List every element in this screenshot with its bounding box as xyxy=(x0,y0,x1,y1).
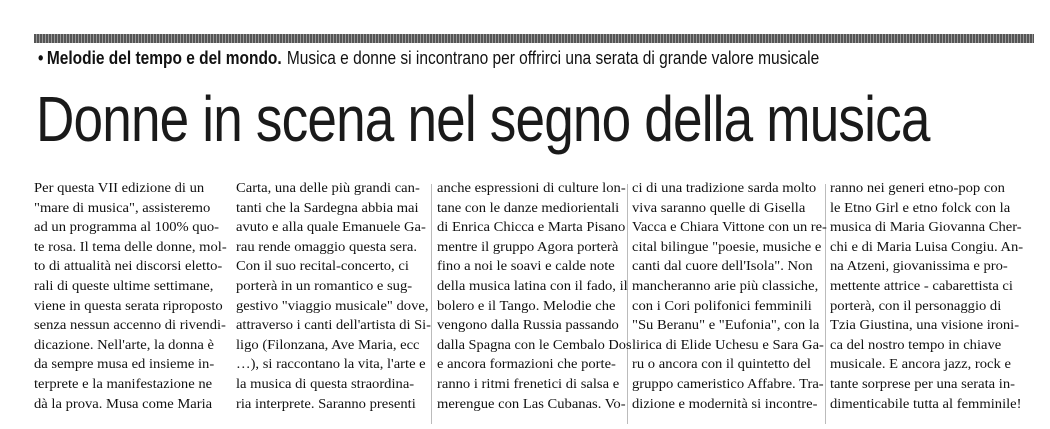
text-line: e ancora formazioni che porte- xyxy=(437,356,616,372)
text-line: ru o ancora con il quintetto del xyxy=(632,356,811,372)
text-line: anche espressioni di culture lon- xyxy=(437,180,626,195)
text-line: Con il suo recital-concerto, ci xyxy=(236,258,409,274)
text-line: Per questa VII edizione di un xyxy=(34,180,205,195)
text-line: mettente attrice - cabarettista ci xyxy=(830,277,1013,293)
text-line: viene in questa serata riproposto xyxy=(34,297,223,313)
headline: Donne in scena nel segno della musica xyxy=(36,83,930,155)
text-line: Tzia Giustina, una visione ironi- xyxy=(830,317,1020,333)
text-line: te rosa. Il tema delle donne, mol- xyxy=(34,238,227,254)
text-line: bolero e il Tango. Melodie che xyxy=(437,297,616,313)
text-line: attraverso i canti dell'artista di Si- xyxy=(236,317,431,333)
text-line: chi e di Maria Luisa Congiu. An- xyxy=(830,238,1024,254)
text-line: della musica latina con il fado, il xyxy=(437,277,628,293)
text-line: dimenticabile tutta al femminile! xyxy=(830,395,1022,411)
article-column-2 xyxy=(236,178,431,413)
text-line: "Su Beranu" e "Eufonia", con la xyxy=(632,317,820,333)
article-column-4 xyxy=(632,178,827,413)
article-body xyxy=(0,178,1050,428)
text-line: dà la prova. Musa come Maria xyxy=(34,395,213,411)
text-line: ci di una tradizione sarda molto xyxy=(632,180,817,195)
text-line: di Enrica Chicca e Marta Pisano xyxy=(437,219,626,235)
text-line: vengono dalla Russia passando xyxy=(437,317,619,333)
text-line: Vacca e Chiara Vittone con un re- xyxy=(632,219,827,235)
kicker-bold-text: Melodie del tempo e del mondo. xyxy=(46,48,282,68)
text-line: fino a noi le soavi e calde note xyxy=(437,258,615,274)
text-line: da sempre musa ed insieme in- xyxy=(34,356,215,372)
kicker-subtitle: Musica e donne si incontrano per offrirci una serata di grande valore musicale xyxy=(286,48,820,68)
text-line: senza nessun accenno di rivendi- xyxy=(34,317,226,333)
text-line: le Etno Girl e etno folck con la xyxy=(830,199,1011,215)
top-rule xyxy=(34,34,1034,43)
text-line: rali di queste ultime settimane, xyxy=(34,277,214,293)
text-line: mentre il gruppo Agora porterà xyxy=(437,238,619,254)
text-line: mancheranno arie più classiche, xyxy=(632,277,819,293)
text-line: viva saranno quelle di Gisella xyxy=(632,199,806,215)
text-line: dalla Spagna con le Cembalo Dos xyxy=(437,336,632,352)
text-line: Carta, una delle più grandi can- xyxy=(236,180,420,195)
text-line: tanti che la Sardegna abbia mai xyxy=(236,199,419,215)
text-line: na Atzeni, giovanissima e pro- xyxy=(830,258,1008,274)
text-line: gruppo cameristico Affabre. Tra- xyxy=(632,375,824,391)
text-line: tane con le danze mediorientali xyxy=(437,199,620,215)
text-line: …), si raccontano la vita, l'arte e xyxy=(236,356,426,372)
text-line: canti dal cuore dell'Isola". Non xyxy=(632,258,813,274)
text-line: merengue con Las Cubanas. Vo- xyxy=(437,395,626,411)
article-column-3 xyxy=(437,178,632,413)
text-line: porterà, con il personaggio di xyxy=(830,297,1002,313)
text-line: ranno nei generi etno-pop con xyxy=(830,180,1005,195)
text-line: ca del nostro tempo in chiave xyxy=(830,336,1002,352)
text-line: musicale. E ancora jazz, rock e xyxy=(830,356,1011,372)
text-line: tante sorprese per una serata in- xyxy=(830,375,1016,391)
article-column-5 xyxy=(830,178,1025,413)
text-line: ria interprete. Saranno presenti xyxy=(236,395,416,411)
text-line: to di attualità nei discorsi eletto- xyxy=(34,258,223,274)
text-line: musica di Maria Giovanna Cher- xyxy=(830,219,1022,235)
text-line: ligo (Filonzana, Ave Maria, ecc xyxy=(236,336,420,352)
text-line: dizione e modernità si incontre- xyxy=(632,395,818,411)
text-line: ranno i ritmi frenetici di salsa e xyxy=(437,375,620,391)
kicker-bullet: • xyxy=(38,48,44,68)
text-line: dicazione. Nell'arte, la donna è xyxy=(34,336,214,352)
text-line: avuto e alla quale Emanuele Ga- xyxy=(236,219,426,235)
text-line: cital bilingue "poesie, musiche e xyxy=(632,238,822,254)
text-line: la musica di questa straordina- xyxy=(236,375,415,391)
text-line: terprete e la manifestazione ne xyxy=(34,375,213,391)
text-line: porterà in un romantico e sug- xyxy=(236,277,413,293)
kicker-line xyxy=(38,45,898,71)
text-line: lirica di Elide Uchesu e Sara Ga- xyxy=(632,336,824,352)
text-line: gestivo "viaggio musicale" dove, xyxy=(236,297,429,313)
text-line: rau rende omaggio questa sera. xyxy=(236,238,417,254)
text-line: con i Cori polifonici femminili xyxy=(632,297,812,313)
text-line: ad un programma al 100% quo- xyxy=(34,219,220,235)
article-column-1 xyxy=(34,178,229,413)
text-line: "mare di musica", assisteremo xyxy=(34,199,211,215)
